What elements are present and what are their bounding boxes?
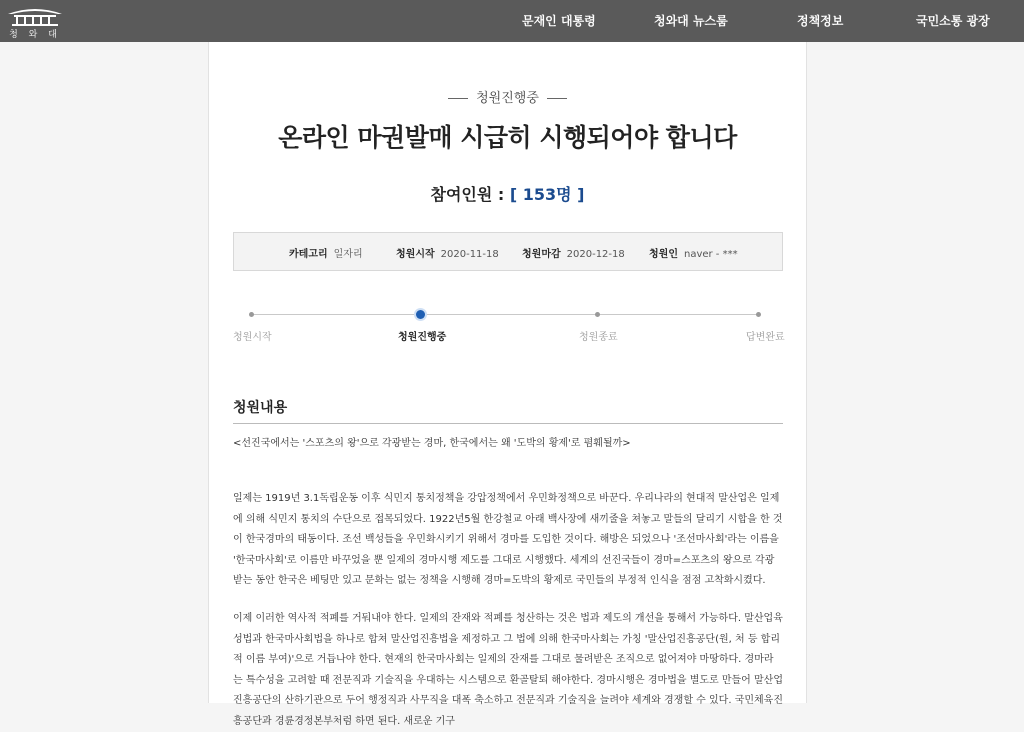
petition-status bbox=[209, 87, 806, 106]
status-text: 청원진행중 bbox=[476, 91, 539, 106]
progress-track bbox=[251, 314, 760, 315]
step-dot-start bbox=[249, 312, 254, 317]
info-category-value: 일자리 bbox=[333, 249, 363, 260]
info-end-value: 2020-12-18 bbox=[566, 249, 625, 260]
participants bbox=[209, 182, 806, 205]
petition-content bbox=[208, 42, 807, 727]
participants-count: [ 153명 ] bbox=[509, 185, 585, 204]
info-start bbox=[396, 245, 499, 260]
petition-title: 온라인 마권발매 시급히 시행되어야 합니다 bbox=[278, 123, 737, 152]
info-petitioner bbox=[649, 245, 738, 260]
nav-newsroom[interactable]: 청와대 뉴스룸 bbox=[654, 14, 728, 28]
nav-president[interactable]: 문재인 대통령 bbox=[522, 14, 596, 28]
logo-text: 청 와 대 bbox=[9, 30, 61, 40]
nav-public-square[interactable]: 국민소통 광장 bbox=[916, 14, 990, 28]
petition-subtitle: <선진국에서는 '스포츠의 왕'으로 각광받는 경마, 한국에서는 왜 '도박의 황제'로 폄훼될까> bbox=[233, 438, 631, 449]
participants-label: 참여인원 : bbox=[430, 185, 505, 204]
step-label-answered: 답변완료 bbox=[746, 332, 785, 343]
blue-house-roof-icon bbox=[4, 2, 66, 28]
info-start-value: 2020-11-18 bbox=[440, 249, 499, 260]
info-category bbox=[289, 245, 363, 260]
cheongwadae-logo[interactable] bbox=[4, 2, 66, 40]
info-start-label: 청원시작 bbox=[396, 249, 435, 260]
petition-info-box bbox=[233, 232, 783, 271]
status-dash-left bbox=[448, 98, 468, 99]
petition-paragraph-1: 일제는 1919년 3.1독립운동 이후 식민지 통치정책을 강압정책에서 우민화정책으로 바꾼다. 우리나라의 현대적 말산업은 일제에 의해 식민지 통치의 수단으로 접목되었다. 1922년5월 한강철교 아래 백사장에 새끼줄을 쳐놓고 말들의 달리기 시합을 한 것이 한국경마의 태동이다. 조선 백성들을 우민화시키기 위해서 경마를 도입한 것이다. 해방은 되었으나 '조선마사회'라는 이름을 '한국마사회'로 이름만 바꾸었을 뿐 일제의 경마시행 제도를 그대로 시행했다. 세계의 선진국들이 경마=스포츠의 왕으로 각광받는 동안 한국은 베팅만 있고 문화는 없는 정책을 시행해 경마=도박의 황제로 국민들의 부정적 인식을 점점 고착화시켰다. bbox=[233, 493, 783, 586]
info-petitioner-label: 청원인 bbox=[649, 249, 678, 260]
section-title: 청원내용 bbox=[233, 400, 288, 416]
top-navigation-bar bbox=[0, 0, 1024, 42]
info-category-label: 카테고리 bbox=[289, 249, 328, 260]
step-label-in-progress: 청원진행중 bbox=[398, 332, 447, 343]
info-petitioner-value: naver - *** bbox=[683, 249, 738, 260]
section-divider bbox=[233, 423, 783, 424]
info-end-label: 청원마감 bbox=[522, 249, 561, 260]
petition-paragraph-2: 이제 이러한 역사적 적폐를 거둬내야 한다. 일제의 잔재와 적폐를 청산하는 것은 법과 제도의 개선을 통해서 가능하다. 말산업육성법과 한국마사회법을 하나로 합쳐 말산업진흥법을 제정하고 그 법에 의해 한국마사회는 가칭 '말산업진흥공단(원, 처 등 합리적 이름 부여)'으로 거듭나야 한다. 현재의 한국마사회는 일제의 잔재를 그대로 물려받은 조직으로 없어져야 마땅하다. 경마라는 특수성을 고려할 때 전문직과 기술직을 우대하는 시스템으로 환골탈퇴 해야한다. 경마시행은 경마법을 별도로 만들어 말산업진흥공단의 산하기관으로 두어 행정직과 사무직을 대폭 축소하고 전문직과 기술직을 늘려야 세계와 경쟁할 수 있다. 국민체육진흥공단과 경륜경정본부처럼 하면 된다. 새로운 기구 bbox=[233, 613, 784, 727]
step-dot-answered bbox=[756, 312, 761, 317]
status-dash-right bbox=[547, 98, 567, 99]
step-dot-closed bbox=[595, 312, 600, 317]
step-label-start: 청원시작 bbox=[233, 332, 272, 343]
step-dot-in-progress bbox=[416, 310, 425, 319]
nav-policy-info[interactable]: 정책정보 bbox=[797, 14, 844, 28]
info-end bbox=[522, 245, 625, 260]
step-label-closed: 청원종료 bbox=[579, 332, 618, 343]
